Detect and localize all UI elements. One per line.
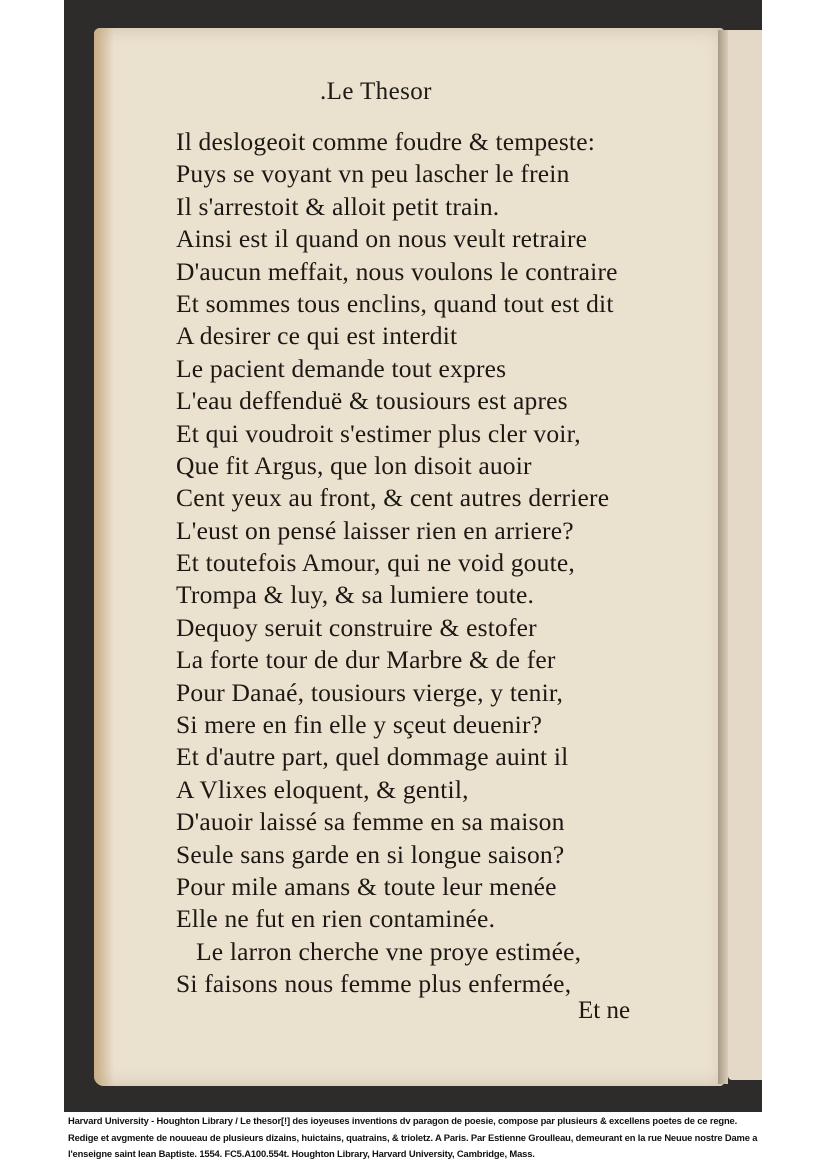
running-head: .Le Thesor (320, 78, 432, 105)
verse-line: A desirer ce qui est interdit (176, 321, 458, 351)
verse-line: Le larron cherche vne proye estimée, (196, 936, 582, 966)
verse-line: Il s'arrestoit & alloit petit train. (176, 191, 500, 221)
verse-line: Et sommes tous enclins, quand tout est dit (176, 288, 614, 318)
book-page (94, 28, 724, 1086)
verse-line: Pour mile amans & toute leur menée (176, 871, 557, 901)
page-gutter (718, 30, 728, 1084)
verse-line: Elle ne fut en rien contaminée. (176, 904, 496, 934)
verse-line: Et d'autre part, quel dommage auint il (176, 742, 569, 772)
verse-line: Et toutefois Amour, qui ne void goute, (176, 548, 575, 578)
verse-line: L'eau deffenduë & tousiours est apres (176, 386, 568, 416)
facing-page-edge (728, 30, 762, 1080)
verse-line: L'eust on pensé laisser rien en arriere? (176, 515, 574, 545)
catchword: Et ne (578, 997, 631, 1024)
verse-line: Trompa & luy, & sa lumiere toute. (176, 580, 535, 610)
verse-line: Et qui voudroit s'estimer plus cler voir, (176, 418, 581, 448)
verse-line: Pour Danaé, tousiours vierge, y tenir, (176, 677, 564, 707)
verse-line: D'auoir laissé sa femme en sa maison (176, 807, 565, 837)
source-caption: Harvard University - Houghton Library / Le thesor[!] des ioyeuses inventions dv paragon de poesie, compose par plusieurs & excellens poetes de ce regne. Redige et avgmente de nouueau de plusieurs dizains, huictains, quatrains, & trioletz. A Paris. Par Estienne Groulleau, demeurant en la rue Neuue nostre Dame a l'enseigne saint Iean Baptiste. 1554. FC5.A100.554t. Houghton Library, Harvard University, Cambridge, Mass. (68, 1115, 758, 1159)
verse-line: Dequoy seruit construire & estofer (176, 612, 537, 642)
book-scan (64, 0, 762, 1112)
verse-block (176, 126, 618, 1001)
verse-line: Puys se voyant vn peu lascher le frein (176, 159, 570, 189)
verse-line: Le pacient demande tout expres (176, 353, 507, 383)
verse-line: Cent yeux au front, & cent autres derriere (176, 483, 610, 513)
verse-line: Il deslogeoit comme foudre & tempeste: (176, 127, 596, 156)
verse-line: Que fit Argus, que lon disoit auoir (176, 450, 532, 480)
verse-line: Ainsi est il quand on nous veult retraire (176, 224, 588, 254)
verse-line: A Vlixes eloquent, & gentil, (176, 774, 469, 804)
verse-line: Si faisons nous femme plus enfermée, (176, 969, 572, 999)
verse-line: La forte tour de dur Marbre & de fer (176, 645, 556, 675)
verse-line: Seule sans garde en si longue saison? (176, 839, 565, 869)
verse-line: D'aucun meffait, nous voulons le contraire (176, 256, 618, 286)
verse-line: Si mere en fin elle y sçeut deuenir? (176, 710, 543, 740)
